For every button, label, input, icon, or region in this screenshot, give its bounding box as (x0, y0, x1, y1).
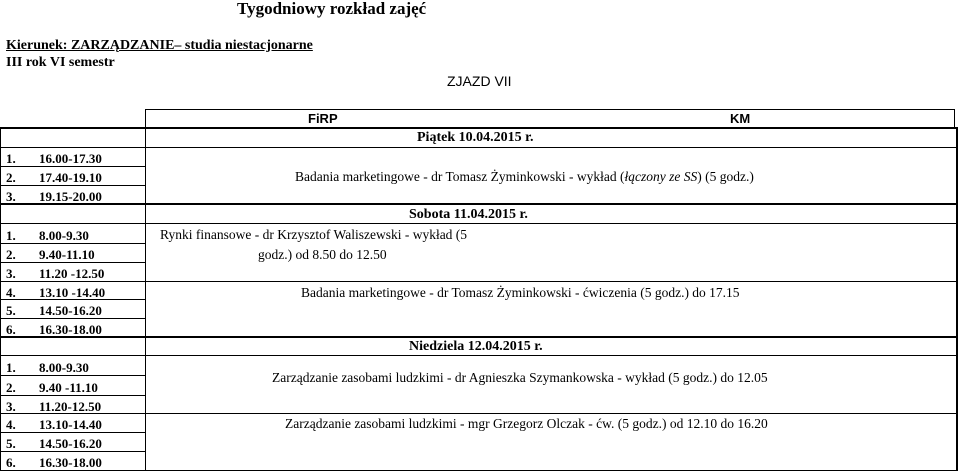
column-header-firp: FiRP (308, 111, 338, 126)
time-slot: 1. 16.00-17.30 (6, 151, 102, 166)
class-entry-continued: godz.) od 8.50 do 12.50 (258, 247, 387, 262)
class-entry: Badania marketingowe - dr Tomasz Żyminkowski - wykład (łączony ze SS) (5 godz.) (295, 169, 754, 184)
class-entry: Rynki finansowe - dr Krzysztof Waliszewski - wykład (5 (160, 227, 468, 242)
time-slot: 6. 16.30-18.00 (6, 455, 102, 470)
time-slot: 1. 8.00-9.30 (6, 360, 89, 375)
time-slot: 4. 13.10-14.40 (6, 417, 102, 432)
time-slot: 5. 14.50-16.20 (6, 436, 102, 451)
time-slot: 1. 8.00-9.30 (6, 228, 89, 243)
day-header-saturday: Sobota 11.04.2015 r. (409, 207, 528, 222)
class-entry: Zarządzanie zasobami ludzkimi - mgr Grzegorz Olczak - ćw. (5 godz.) od 12.10 do 16.20 (285, 416, 768, 431)
rok-label: III rok VI semestr (6, 55, 115, 70)
class-entry: Badania marketingowe - dr Tomasz Żyminkowski - ćwiczenia (5 godz.) do 17.15 (301, 285, 740, 300)
time-slot: 2. 17.40-19.10 (6, 170, 102, 185)
day-header-sunday: Niedziela 12.04.2015 r. (409, 339, 543, 354)
page-title: Tygodniowy rozkład zajęć (237, 0, 427, 18)
time-slot: 2. 9.40-11.10 (6, 247, 95, 262)
time-slot: 4. 13.10 -14.40 (6, 285, 106, 300)
day-header-friday: Piątek 10.04.2015 r. (417, 130, 534, 145)
time-slot: 3. 19.15-20.00 (6, 189, 102, 204)
class-entry: Zarządzanie zasobami ludzkimi - dr Agnieszka Szymankowska - wykład (5 godz.) do 12.05 (272, 370, 768, 385)
kierunek-label: Kierunek: ZARZĄDZANIE– studia niestacjonarne (6, 38, 313, 53)
column-header-km: KM (730, 111, 751, 126)
time-slot: 5. 14.50-16.20 (6, 303, 102, 318)
zjazd-label: ZJAZD VII (447, 73, 512, 89)
time-slot: 3. 11.20 -12.50 (6, 266, 105, 281)
time-slot: 2. 9.40 -11.10 (6, 380, 98, 395)
time-slot: 6. 16.30-18.00 (6, 322, 102, 337)
time-slot: 3. 11.20-12.50 (6, 399, 102, 414)
